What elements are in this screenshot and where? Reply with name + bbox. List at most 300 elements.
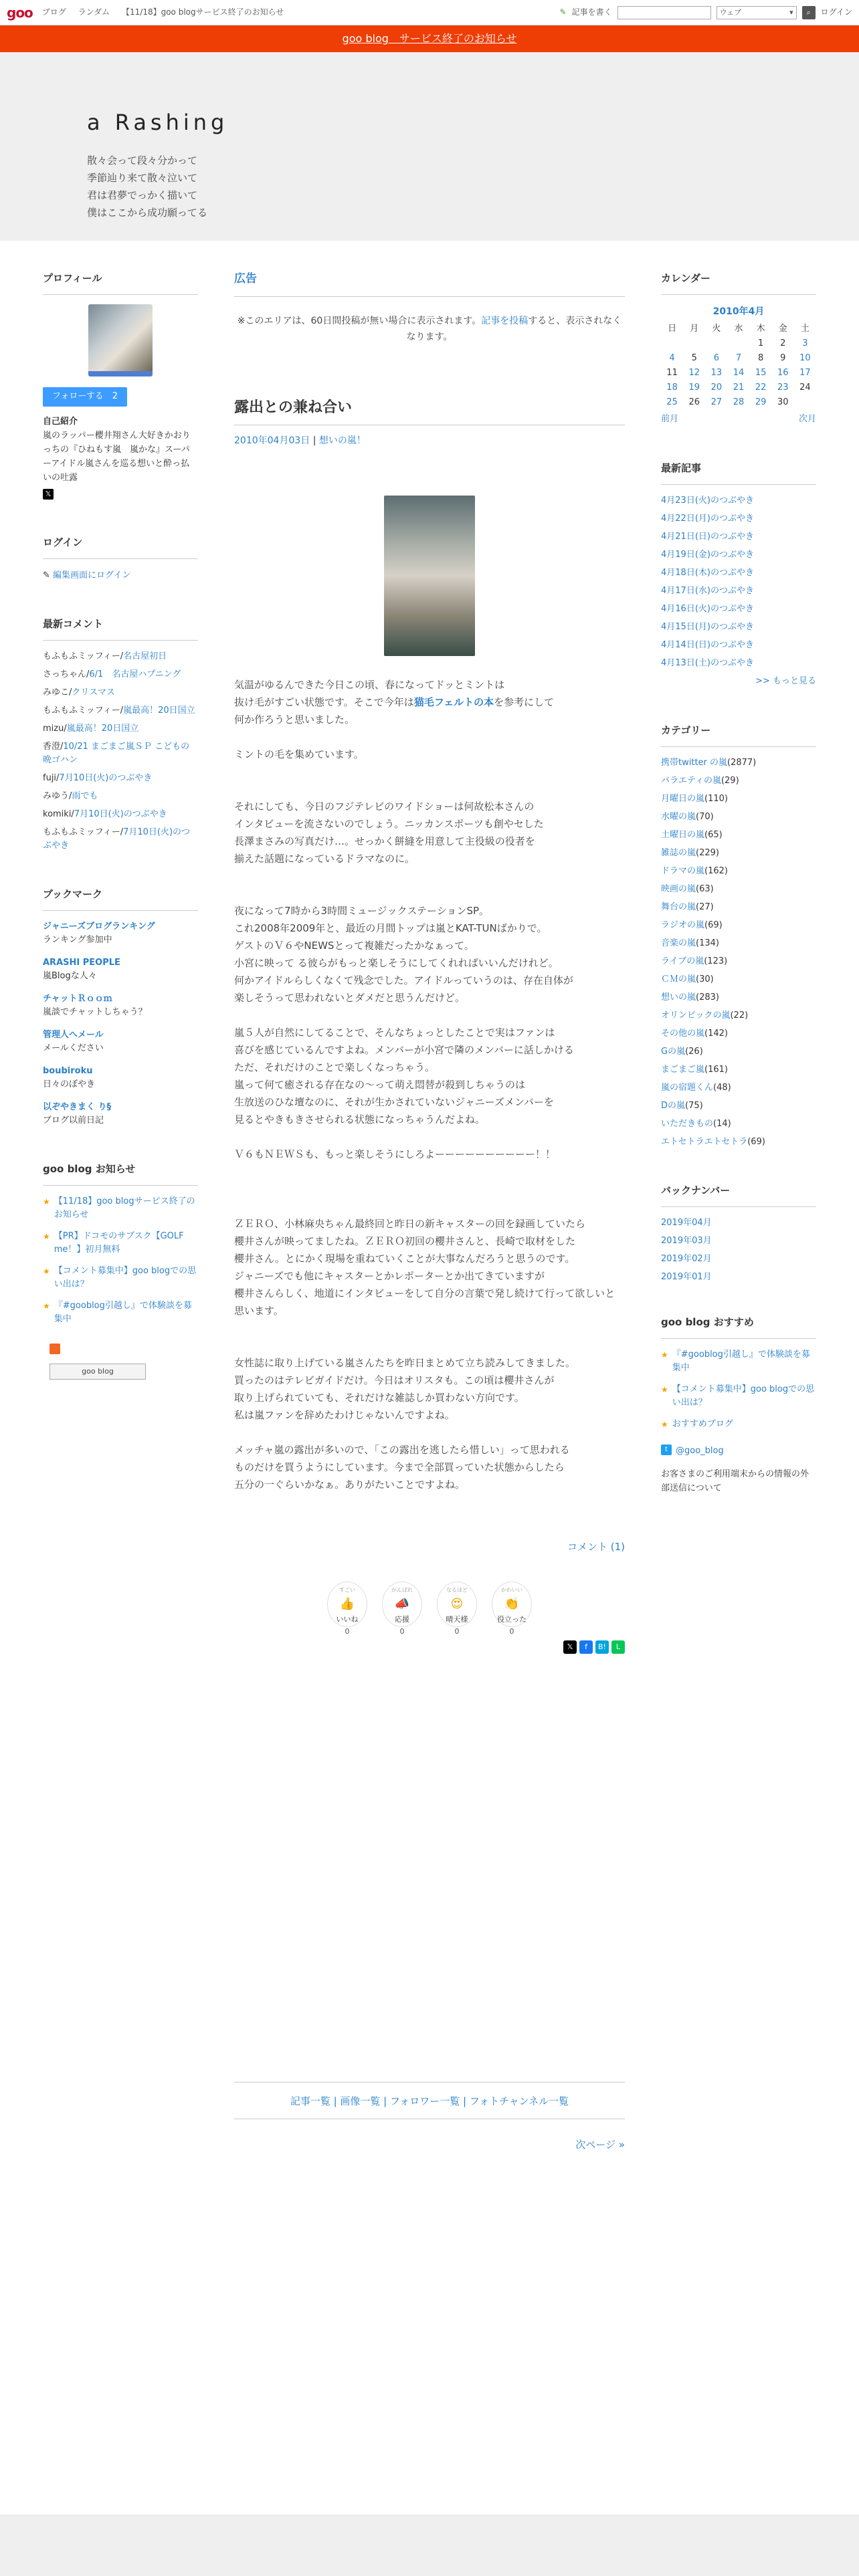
avatar[interactable] [88, 304, 153, 377]
comment-author: もふもふミッフィー/ [43, 706, 124, 716]
weekday-label: 月 [690, 323, 699, 334]
calendar-day-link[interactable]: 4 [669, 352, 675, 363]
comment-entry-link[interactable]: 嵐最高！20日国立 [123, 706, 195, 716]
category-item [661, 955, 816, 968]
entry-paragraph: 女性誌に取り上げている嵐さんたちを昨日まとめて立ち読みしてきました。 買ったのはテレビガイドだけ。今日はオリスタも。この頃は櫻井さんが 取り上げられていても、それだけな雑誌しか買わない方向です。 私は嵐ファンを辞めたわけじゃないんですよね。 [234, 1356, 576, 1421]
recent-comments-heading: 最新コメント [43, 607, 198, 641]
calendar-day-link[interactable]: 13 [710, 367, 723, 378]
category-link[interactable]: バラエティの嵐 [661, 775, 721, 786]
main-content [234, 261, 625, 2153]
nav-blog-link[interactable]: ブログ [41, 7, 66, 17]
backnumber-link[interactable]: 2019年02月 [661, 1253, 712, 1264]
calendar-day: 5 [691, 352, 697, 363]
entry-paragraph: 夜になって7時から3時間ミュージックステーションSP。 これ2008年2009年と、最近の月間トップは嵐とKAT-TUNばかりで。 ゲストのＶ６やNEWSとって複雑だったかなぁって。 小宮に映って る彼らがもっと楽しそうにしてくれればいいんだけれど。 何かアイドルらしくなくて残念でした。アイドルっていうのは、存在自体が 楽しそうって思われないとダメだと思うんだけど。 [234, 904, 573, 1004]
category-link[interactable]: オリンピックの嵐 [661, 1010, 731, 1021]
search-icon[interactable]: ⌕ [802, 6, 816, 19]
category-count: (75) [685, 1100, 703, 1111]
calendar-day-link[interactable]: 16 [777, 367, 789, 378]
category-link[interactable]: エトセトラエトセトラ [661, 1136, 748, 1147]
category-item [661, 1117, 816, 1131]
goo-news-link[interactable]: 『#gooblog引越し』で体験談を募集中 [54, 1301, 192, 1325]
category-count: (27) [696, 901, 714, 912]
category-link[interactable]: 舞台の嵐 [661, 901, 696, 912]
comment-item [43, 650, 198, 663]
reaction-love[interactable] [437, 1582, 477, 1636]
calendar-month[interactable]: 2010年4月 [712, 306, 765, 317]
category-item [661, 973, 816, 986]
category-link[interactable]: 想いの嵐 [661, 992, 696, 1002]
calendar-week-row [661, 366, 816, 381]
recent-article-link[interactable]: 4月15日(月)のつぶやき [661, 622, 754, 633]
star-icon: ★ [661, 1419, 668, 1429]
recommend-link[interactable]: 【コメント募集中】goo blogでの思い出は？ [672, 1384, 815, 1408]
calendar-heading: カレンダー [661, 261, 816, 295]
entry-paragraph: ミントの毛を集めています。 [234, 748, 364, 760]
category-item [661, 883, 816, 896]
calendar-day [661, 336, 683, 351]
entry-paragraph [234, 676, 625, 728]
calendar-day-link[interactable]: 29 [755, 397, 767, 407]
megaphone-icon: 📣 [394, 1596, 410, 1611]
bookmark-link[interactable]: チャットＲｏｏｍ [43, 994, 112, 1004]
reaction-top-label: すごい [339, 1586, 355, 1593]
entry-photo[interactable] [384, 496, 475, 656]
category-item [661, 1009, 816, 1023]
calendar-day-link[interactable]: 6 [713, 352, 719, 363]
recommend-item [661, 1383, 816, 1410]
calendar-day-link[interactable]: 10 [799, 352, 811, 363]
search-input[interactable] [617, 6, 711, 19]
calendar-day-link[interactable]: 7 [735, 352, 742, 363]
comment-item [43, 704, 198, 718]
category-link[interactable]: 雑誌の嵐 [661, 847, 696, 858]
category-item [661, 901, 816, 914]
category-link[interactable]: ドラマの嵐 [661, 865, 705, 876]
category-count: (29) [721, 775, 739, 786]
write-article-link[interactable]: 記事を書く [571, 7, 612, 17]
category-item [661, 1099, 816, 1113]
category-count: (14) [713, 1118, 731, 1129]
comment-item [43, 686, 198, 700]
search-scope-value: ウェブ [719, 7, 742, 17]
category-item [661, 937, 816, 950]
goo-news-item [43, 1230, 198, 1257]
category-link[interactable]: Gの嵐 [661, 1046, 686, 1057]
calendar-day: 26 [688, 397, 700, 407]
reaction-top-label: がんばれ [391, 1586, 413, 1593]
category-item [661, 756, 816, 770]
follow-button[interactable]: フォローする 2 [43, 387, 127, 407]
search-scope-select[interactable] [717, 6, 797, 19]
category-count: (110) [704, 793, 728, 804]
calendar-day-link[interactable]: 27 [710, 397, 723, 407]
login-section [43, 525, 198, 582]
comment-item [43, 740, 198, 767]
x-share-icon[interactable]: 𝕏 [563, 1640, 577, 1654]
top-right-controls [560, 6, 852, 19]
calendar-day-link[interactable]: 19 [688, 382, 700, 393]
bookmark-item [43, 1101, 198, 1128]
entry-text: を参考にして 何か作ろうと思いました。 [234, 695, 555, 726]
reaction-useful[interactable] [492, 1582, 532, 1636]
x-share-icon[interactable]: 𝕏 [43, 489, 54, 500]
comment-entry-link[interactable]: 7月10日(火)のつぶやき [43, 827, 191, 851]
recommend-heading: goo blog おすすめ [661, 1305, 816, 1339]
nav-random-link[interactable]: ランダム [78, 7, 110, 17]
blog-description [87, 152, 859, 221]
category-item [661, 1136, 816, 1149]
calendar-day [794, 395, 816, 410]
blog-title[interactable]: a Rashing [87, 110, 229, 135]
goo-news-section [43, 1152, 198, 1379]
comment-entry-link[interactable]: 6/1 名古屋ハプニング [89, 669, 181, 680]
category-item [661, 1045, 816, 1059]
calendar-week-row [661, 351, 816, 366]
comment-item [43, 808, 198, 821]
see-more-link[interactable]: >> もっと見る [755, 676, 816, 687]
entry-date[interactable]: 2010年04月03日 [234, 435, 310, 447]
bookmark-desc: 嵐談でチャットしちゃう？ [43, 1007, 147, 1018]
calendar-week-row [661, 381, 816, 395]
reaction-count: 0 [345, 1626, 350, 1636]
weekday-label: 金 [778, 323, 787, 334]
weekday-label: 火 [712, 323, 721, 334]
category-item [661, 811, 816, 824]
reaction-cheer[interactable] [382, 1582, 422, 1636]
calendar-day: 11 [666, 367, 678, 378]
goo-news-link[interactable]: 【コメント募集中】goo blogでの思い出は？ [54, 1266, 197, 1290]
profile-section [43, 261, 198, 501]
goo-news-item [43, 1299, 198, 1326]
recommend-link[interactable]: 『#gooblog引越し』で体験談を募集中 [672, 1349, 810, 1373]
category-item [661, 1081, 816, 1095]
calendar-day [705, 336, 727, 351]
bookmark-item [43, 992, 198, 1019]
recent-article-link[interactable]: 4月17日(水)のつぶやき [661, 586, 754, 597]
comment-entry-link[interactable]: クリスマス [72, 687, 115, 698]
category-link[interactable]: 映画の嵐 [661, 883, 696, 894]
category-link[interactable]: ＣＭの嵐 [661, 974, 696, 984]
reaction-top-label: なるほど [446, 1586, 468, 1593]
intro-heading: 自己紹介 [43, 416, 78, 427]
entry-meta [234, 433, 625, 448]
calendar-day-link[interactable]: 18 [666, 382, 678, 393]
calendar-day-link[interactable]: 22 [755, 382, 767, 393]
entry-paragraph: メッチャ嵐の露出が多いので、「この露出を逃したら惜しい」って思われる ものだけを買うようにしています。今まで全部買っていた状態からしたら 五分の一ぐらいかなぁ。ありがたいことですよね。 [234, 1443, 570, 1491]
calendar-day: 8 [757, 352, 764, 363]
bookmark-link[interactable]: ARASHI PEOPLE [43, 958, 120, 968]
twitter-icon: t [661, 1444, 672, 1455]
calendar-nav [661, 413, 816, 427]
comment-count-link[interactable]: コメント (1) [567, 1540, 625, 1553]
comment-item [43, 722, 198, 736]
category-count: (142) [704, 1028, 728, 1039]
goo-news-item [43, 1195, 198, 1222]
star-icon: ★ [43, 1267, 50, 1277]
bookmark-link[interactable]: 管理人へメール [43, 1030, 104, 1041]
category-count: (22) [730, 1010, 749, 1021]
category-count: (2877) [727, 757, 757, 768]
category-count: (26) [685, 1046, 703, 1057]
privacy-link[interactable]: お客さまのご利用端末からの情報の外部送信について [661, 1469, 809, 1493]
intro-text: 嵐のラッパー櫻井翔さん大好きかおりっちの『ひねもす嵐 嵐かな』スーパーアイドル嵐さんを巡る想いと酔っ払いの吐露 [43, 430, 191, 483]
category-count: (123) [704, 956, 728, 966]
goo-logo[interactable]: goo [7, 4, 33, 21]
comment-author: さっちゃん/ [43, 669, 90, 680]
reaction-count: 0 [509, 1626, 514, 1636]
reaction-label: 応援 [395, 1615, 409, 1624]
twitter-item [661, 1444, 816, 1458]
calendar-day-link[interactable]: 3 [802, 338, 808, 348]
calendar-day: 9 [780, 352, 786, 363]
comment-author: みゆう/ [43, 791, 72, 802]
calendar-day: 24 [799, 382, 811, 393]
recent-article-link[interactable]: 4月23日(火)のつぶやき [661, 496, 754, 506]
ad-heading: 広告 [234, 261, 625, 297]
comment-entry-link[interactable]: 雨でも [72, 791, 98, 802]
category-link[interactable]: その他の嵐 [661, 1028, 705, 1039]
comment-author: 香澄/ [43, 742, 64, 752]
pagination [234, 2137, 625, 2153]
category-link[interactable]: 土曜日の嵐 [661, 829, 705, 840]
bookmark-link[interactable]: 以ぞやきまく り§ [43, 1102, 112, 1113]
recommend-item [661, 1418, 816, 1431]
calendar-day-link[interactable]: 23 [777, 382, 789, 393]
category-count: (162) [704, 865, 728, 876]
bookmark-desc: 日々のぼやき [43, 1079, 96, 1090]
comment-author: komiki/ [43, 809, 74, 820]
rss-icon[interactable] [50, 1344, 60, 1354]
category-count: (69) [747, 1136, 765, 1147]
edit-login-link[interactable]: 編集画面にログイン [53, 570, 131, 581]
category-link[interactable]: Dの嵐 [661, 1100, 686, 1111]
bookmark-item [43, 956, 198, 983]
category-count: (70) [696, 811, 714, 822]
hatena-share-icon[interactable]: B! [595, 1640, 609, 1654]
weekday-label: 水 [734, 323, 743, 334]
comment-item [43, 790, 198, 803]
calendar-day [727, 336, 749, 351]
comment-entry-link[interactable]: 7月10日(火)のつぶやき [59, 773, 153, 784]
profile-heading: プロフィール [43, 261, 198, 295]
calendar-weekday-row [661, 322, 816, 336]
comment-author: fuji/ [43, 773, 60, 784]
goo-blog-badge[interactable]: goo blog [50, 1364, 146, 1380]
ad-note-text: ※このエリアは、60日間投稿が無い場合に表示されます。 [237, 316, 482, 327]
recent-article-link[interactable]: 4月14日(日)のつぶやき [661, 640, 754, 651]
recent-article-link[interactable]: 4月13日(土)のつぶやき [661, 658, 754, 669]
recent-article-link[interactable]: 4月16日(火)のつぶやき [661, 604, 754, 615]
category-item [661, 865, 816, 878]
comment-author: もふもふミッフィー/ [43, 651, 124, 662]
top-nav [42, 6, 293, 19]
bookmark-desc: ブログ以前日記 [43, 1115, 104, 1126]
category-link[interactable]: 月曜日の嵐 [661, 793, 705, 804]
blog-header [0, 52, 859, 241]
calendar-day-link[interactable]: 25 [666, 397, 678, 407]
star-icon: ★ [661, 1384, 668, 1394]
category-heading: カテゴリー [661, 713, 816, 747]
category-item [661, 1063, 816, 1077]
description-line: 散々会って段々分かって [87, 154, 198, 167]
backnumber-heading: バックナンバー [661, 1173, 816, 1207]
reaction-count: 0 [454, 1626, 460, 1636]
backnumber-list[interactable] [661, 1216, 816, 1281]
category-count: (69) [704, 920, 723, 930]
login-link[interactable]: ログイン [820, 7, 852, 17]
category-link[interactable]: 音楽の嵐 [661, 938, 696, 948]
category-link[interactable]: 携帯twitter の嵐 [661, 757, 728, 768]
recent-articles-heading: 最新記事 [661, 451, 816, 485]
description-line: 君は君夢でっかく描いて [87, 189, 198, 202]
category-item [661, 829, 816, 842]
next-page-link[interactable]: 次ページ » [575, 2138, 625, 2151]
entry-category[interactable]: 想いの嵐！ [318, 435, 366, 447]
category-link[interactable]: ラジオの嵐 [661, 920, 705, 930]
service-end-notice[interactable]: goo blog サービス終了のお知らせ [0, 25, 859, 52]
category-item [661, 991, 816, 1004]
category-item [661, 919, 816, 932]
goo-news-link[interactable]: 【11/18】goo blogサービス終了のお知らせ [54, 1196, 195, 1220]
category-link[interactable]: 水曜の嵐 [661, 811, 696, 822]
calendar-day [683, 336, 705, 351]
bookmark-heading: ブックマーク [43, 877, 198, 911]
entry-paragraph: ＺＥＲＯ、小林麻央ちゃん最終回と昨日の新キャスターの回を録画していたら 櫻井さんが映ってましたね。ＺＥＲＯ初回の櫻井さんと、長崎で取材をした 櫻井さん。とにかく現場を重ねていくことが大事なんだろうと思うのです。 ジャニーズでも他にキャスターとかレポーターとか出てきていますが 櫻井さんらしく、地道にインタビューをして自分の言葉で発し続けて行って欲しいと 思います。 [234, 1217, 615, 1317]
clap-icon: 👏 [504, 1596, 520, 1611]
recent-article-link[interactable]: 4月19日(金)のつぶやき [661, 550, 754, 560]
entry-text: 気温がゆるんできた今日この頃、春になってドッとミントは 抜け毛がすごい状態です。そこで今年は [234, 678, 505, 708]
calendar-day: 30 [777, 397, 789, 407]
recommend-link[interactable]: おすすめブログ [672, 1418, 733, 1429]
calendar-day-link[interactable]: 28 [733, 397, 745, 407]
reaction-buttons [234, 1582, 625, 1636]
category-link[interactable]: いただきもの [661, 1118, 714, 1129]
comment-entry-link[interactable]: 7月10日(火)のつぶやき [74, 809, 167, 820]
star-icon: ★ [661, 1350, 668, 1360]
right-sidebar [661, 261, 816, 1519]
calendar-table [661, 322, 816, 410]
main-container [0, 241, 859, 2514]
calendar-day-link[interactable]: 14 [733, 367, 745, 378]
left-sidebar [43, 261, 198, 1404]
calendar-day-link[interactable]: 15 [755, 367, 767, 378]
calendar-day-link[interactable]: 17 [799, 367, 811, 378]
announcement-link[interactable]: 【11/18】goo blogサービス終了のお知らせ [122, 7, 284, 17]
calendar-day: 2 [780, 338, 786, 348]
goo-news-heading: goo blog お知らせ [43, 1152, 198, 1186]
pencil-icon: ✎ [43, 570, 54, 581]
comment-author: もふもふミッフィー/ [43, 827, 124, 838]
recommend-section [661, 1305, 816, 1495]
bookmark-item [43, 920, 198, 947]
line-share-icon[interactable]: L [611, 1640, 625, 1654]
category-count: (63) [696, 883, 714, 894]
category-link[interactable]: まごまご嵐 [661, 1064, 705, 1075]
chevron-down-icon: ▾ [789, 7, 793, 17]
comment-author: みゆこ/ [43, 687, 72, 698]
felt-book-link[interactable]: 猫毛フェルトの本 [413, 695, 494, 708]
ad-note [234, 313, 625, 345]
category-count: (30) [696, 974, 714, 984]
category-count: (134) [696, 938, 719, 948]
calendar-day-link[interactable]: 21 [733, 382, 745, 393]
bookmark-link[interactable]: boubiroku [43, 1066, 93, 1077]
comment-author: mizu/ [43, 724, 67, 734]
backnumber-link[interactable]: 2019年01月 [661, 1271, 712, 1281]
facebook-share-icon[interactable]: f [579, 1640, 593, 1654]
weekday-label: 土 [800, 323, 809, 334]
recent-article-link[interactable]: 4月21日(日)のつぶやき [661, 532, 754, 542]
bottom-links[interactable]: 記事一覧 | 画像一覧 | フォロワー一覧 | フォトチャンネル一覧 [234, 2082, 625, 2119]
category-section [661, 713, 816, 1149]
entry-paragraph: それにしても、今日のフジテレビのワイドショーは何故松本さんの インタビューを流さないのでしょう。ニッカンスポーツも創やセした 長澤まさみの写真だけ…。せっかく餅縫を用意して主役級の役者を 揃えた話題になっているドラマなのに。 [234, 800, 544, 865]
star-icon: ★ [43, 1301, 50, 1311]
prev-month-link[interactable]: 前月 [661, 414, 679, 425]
reaction-like[interactable] [327, 1582, 367, 1636]
reaction-label: 晴天様 [446, 1615, 468, 1624]
post-article-link[interactable]: 記事を投稿 [481, 316, 529, 327]
calendar-day-link[interactable]: 12 [688, 367, 700, 378]
comment-entry-link[interactable]: 10/21 まごまご嵐ＳＰ こどもの晩ゴハン [43, 742, 190, 766]
category-count: (65) [704, 829, 723, 840]
backnumber-link[interactable]: 2019年03月 [661, 1235, 712, 1246]
reaction-label: いいね [336, 1615, 359, 1624]
weekday-label: 木 [756, 323, 765, 334]
goo-news-item [43, 1265, 198, 1291]
calendar-day: 1 [757, 338, 764, 348]
category-count: (283) [696, 992, 719, 1002]
bookmark-desc: 嵐Blogな人々 [43, 971, 97, 982]
category-item [661, 847, 816, 860]
comment-item [43, 772, 198, 785]
share-buttons [234, 1640, 625, 1654]
category-item [661, 792, 816, 806]
category-item [661, 774, 816, 788]
heart-eyes-icon: 😍 [450, 1596, 464, 1611]
comment-entry-link[interactable]: 嵐最高！20日国立 [66, 724, 139, 734]
backnumber-link[interactable]: 2019年04月 [661, 1217, 712, 1228]
weekday-label: 日 [668, 323, 677, 334]
calendar-week-row [661, 336, 816, 351]
category-count: (48) [713, 1082, 731, 1093]
thumbs-up-icon: 👍 [339, 1596, 355, 1611]
recent-article-link[interactable]: 4月18日(木)のつぶやき [661, 568, 754, 578]
calendar-day-link[interactable]: 20 [710, 382, 723, 393]
login-heading: ログイン [43, 525, 198, 559]
description-line: 僕はここから成功願ってる [87, 207, 208, 219]
top-navigation-bar [0, 0, 859, 25]
entry-title[interactable]: 露出との兼ね合い [234, 396, 625, 425]
calendar-week-row [661, 395, 816, 410]
twitter-link[interactable]: @goo_blog [676, 1445, 724, 1456]
comment-item [43, 826, 198, 853]
recent-article-link[interactable]: 4月22日(月)のつぶやき [661, 514, 754, 524]
category-count: (161) [704, 1064, 728, 1075]
bookmark-item [43, 1029, 198, 1055]
pencil-icon: ✎ [559, 7, 567, 17]
bookmark-link[interactable]: ジャニーズブログランキング [43, 922, 155, 932]
category-item [661, 1027, 816, 1041]
star-icon: ★ [43, 1197, 50, 1207]
goo-news-link[interactable]: 【PR】ドコモのサブスク【GOLF me！】初月無料 [54, 1231, 184, 1255]
backnumber-section [661, 1173, 816, 1281]
category-link[interactable]: 嵐の宿題くん [661, 1082, 714, 1093]
comment-entry-link[interactable]: 名古屋初日 [123, 651, 167, 662]
bookmark-item [43, 1065, 198, 1091]
next-month-link[interactable]: 次月 [798, 414, 816, 425]
comment-item [43, 668, 198, 681]
category-link[interactable]: ライブの嵐 [661, 956, 704, 966]
